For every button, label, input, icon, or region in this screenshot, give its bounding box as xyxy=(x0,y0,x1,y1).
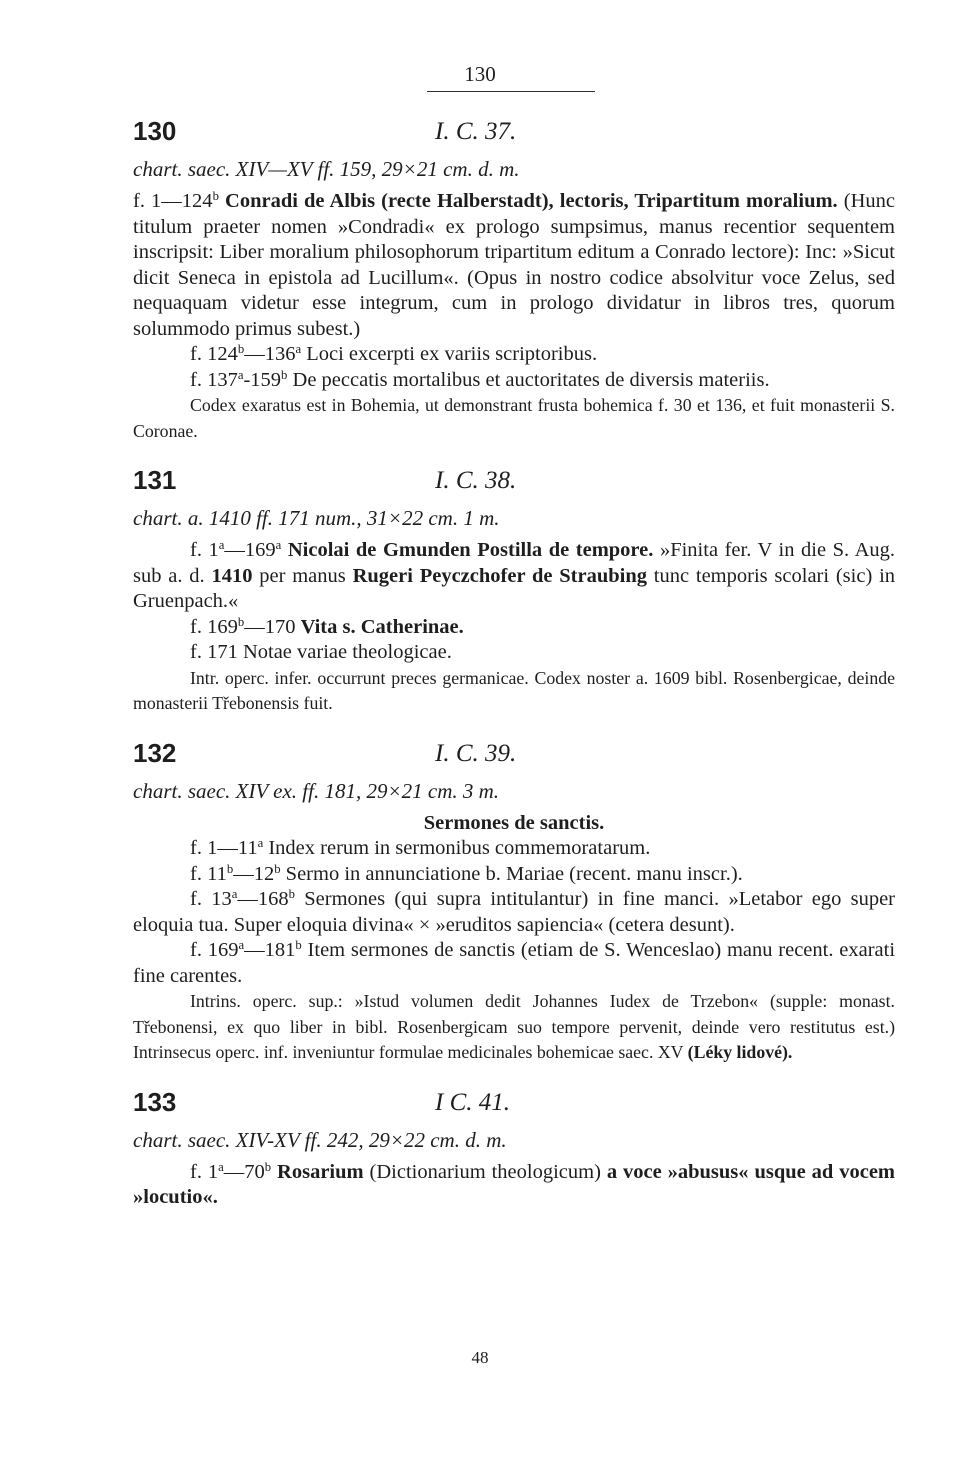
sheet-signature: 48 xyxy=(471,1348,489,1367)
entry-header xyxy=(133,465,895,505)
folio-range: f. 1—11 xyxy=(190,837,258,859)
folio-side: a xyxy=(295,342,302,357)
content-item xyxy=(133,1160,895,1211)
entry-note: Codex exaratus est in Bohemia, ut demonstrant frusta bohemica f. 30 et 136, et fuit monasterii S. Coronae. xyxy=(133,395,895,441)
item-note: (Hunc titulum praeter nomen »Condradi« ex prologo sumpsimus, manus recentior sequentem inscripsit: Liber moralium philosophorum tripartitum editum a Conrado lectore): Inc: »Sicut dicit Seneca in epistola ad Lucillum«. (Opus in nostro codice absolvitur voce Zelus, sed nequaquam videtur esse integrum, cum in prologo dividatur in libros tres, quorum solummodo primus subest.) xyxy=(133,190,896,340)
entry-note: Intr. operc. infer. occurrunt preces germanicae. Codex noster a. 1609 bibl. Rosenbergicae, deinde monasterii Třebonensis fuit. xyxy=(133,667,895,713)
catalog-entry xyxy=(133,738,895,1066)
content-item xyxy=(133,538,895,615)
codex-description: chart. saec. XIV ex. ff. 181, 29×21 cm. 3 m. xyxy=(133,778,500,803)
folio-side: b xyxy=(288,887,295,902)
codex-description: chart. saec. XIV—XV ff. 159, 29×21 cm. d. m. xyxy=(133,157,520,181)
catalog-entry xyxy=(133,465,895,717)
entry-number: 130 xyxy=(133,116,177,146)
content-item xyxy=(133,836,895,862)
content-item: f. 171 Notae variae theologicae. xyxy=(190,641,452,663)
folio-side: b xyxy=(212,189,219,204)
item-note: tunc temporis scolari (sic) in Gruenpach.« xyxy=(133,564,896,612)
folio-range: f. 11 xyxy=(190,862,227,885)
folio-range-end: —169 xyxy=(224,539,276,561)
folio-range: f. 169 xyxy=(190,615,238,638)
item-text: Sermo in annunciatione b. Mariae (recent. manu inscr.). xyxy=(285,862,743,885)
work-title: Conradi de Albis (recte Halberstadt), lectoris, Tripartitum moralium. xyxy=(225,190,838,212)
content-item xyxy=(133,615,895,641)
folio-side: a xyxy=(275,538,282,553)
item-text: De peccatis mortalibus et auctoritates de diversis materiis. xyxy=(292,368,770,391)
folio-range-end: —170 xyxy=(244,615,296,638)
folio-range-end: —136 xyxy=(244,343,296,365)
folio-range-end: —168 xyxy=(237,888,289,910)
folio-range: f. 124 xyxy=(190,343,238,365)
content-item xyxy=(133,938,895,989)
folio-range: f. 1 xyxy=(190,1160,219,1183)
item-note: per manus xyxy=(259,564,346,587)
content-item xyxy=(133,368,895,394)
note-bold: (Léky lidové). xyxy=(687,1042,793,1062)
item-note: (Dictionarium theologicum) xyxy=(369,1160,601,1183)
folio-range: f. 169 xyxy=(190,939,239,961)
folio-side: a xyxy=(218,1159,224,1174)
content-item xyxy=(133,887,895,938)
catalog-page xyxy=(133,116,895,1211)
header-rule xyxy=(427,91,595,92)
entry-header xyxy=(133,738,895,778)
folio-side: b xyxy=(264,1159,272,1174)
folio-side: a xyxy=(257,836,264,851)
shelf-mark: I. C. 37. xyxy=(435,118,517,145)
entry-note xyxy=(133,989,895,1066)
folio-side: b xyxy=(281,367,288,382)
work-title: Rosarium xyxy=(277,1160,364,1183)
folio-range: f. 13 xyxy=(190,888,232,910)
content-item xyxy=(133,189,895,342)
entry-number: 133 xyxy=(133,1086,177,1117)
item-range: a voce »abusus« usque ad vocem »locutio«. xyxy=(133,1160,895,1208)
folio-range-end: —12 xyxy=(233,862,275,885)
folio-side: b xyxy=(237,614,245,629)
work-title: Sermones de sanctis. xyxy=(423,811,605,834)
catalog-entry xyxy=(133,116,895,444)
folio-side: a xyxy=(238,938,245,953)
catalog-entry xyxy=(133,1087,895,1211)
item-text: Sermones (qui supra intitulantur) in fine manci. »Letabor ego super eloquia tua. Super eloquia divina« × »eruditos sapiencia« (cetera desunt). xyxy=(133,888,895,936)
folio-side: b xyxy=(274,861,281,876)
work-title: Nicolai de Gmunden Postilla de tempore. xyxy=(287,539,654,561)
folio-side: b xyxy=(226,861,234,876)
entry-header xyxy=(133,1087,895,1127)
year: 1410 xyxy=(211,564,253,587)
content-item xyxy=(133,862,895,888)
entry-number: 132 xyxy=(133,737,177,768)
shelf-mark: I. C. 39. xyxy=(435,739,517,767)
folio-side: a xyxy=(237,367,244,382)
content-item xyxy=(133,342,895,368)
page-number: 130 xyxy=(464,62,496,86)
work-title: Vita s. Catherinae. xyxy=(300,615,464,638)
item-text: Index rerum in sermonibus commemoratarum. xyxy=(268,837,651,859)
shelf-mark: I. C. 38. xyxy=(435,467,517,494)
shelf-mark: I C. 41. xyxy=(435,1088,510,1116)
folio-range: f. 1 xyxy=(190,539,219,561)
entry-number: 131 xyxy=(133,465,177,495)
folio-range: f. 137 xyxy=(190,368,238,391)
folio-side: a xyxy=(218,538,225,553)
item-text: Item sermones de sanctis (etiam de S. Wenceslao) manu recent. exarati fine carentes. xyxy=(133,939,896,987)
folio-side: b xyxy=(295,938,302,953)
scribe-name: Rugeri Peyczchofer de Straubing xyxy=(352,564,647,587)
codex-description: chart. saec. XIV-XV ff. 242, 29×22 cm. d. m. xyxy=(133,1127,507,1152)
folio-range-end: —70 xyxy=(223,1160,265,1183)
folio-range-end: —181 xyxy=(244,939,296,961)
folio-range-end: -159 xyxy=(243,368,282,391)
codex-title xyxy=(133,811,895,837)
folio-side: a xyxy=(231,887,238,902)
item-text: Loci excerpti ex variis scriptoribus. xyxy=(306,343,598,365)
entry-header xyxy=(133,116,895,156)
note-text: Intrins. operc. sup.: »Istud volumen dedit Johannes Iudex de Trzebon« (supple: monast. Třebonensi, ex quo liber in bibl. Rosenbergicam suo tempore pervenit, deinde vero restitutus est.) Intrinsecus operc. inf. inveniuntur formulae medicinales bohemicae saec. XV xyxy=(133,991,895,1062)
codex-description: chart. a. 1410 ff. 171 num., 31×22 cm. 1 m. xyxy=(133,506,500,530)
item-note: »Finita fer. V in die S. Aug. sub a. d. xyxy=(133,539,896,587)
folio-side: b xyxy=(237,342,245,357)
folio-range: f. 1—124 xyxy=(133,190,213,212)
